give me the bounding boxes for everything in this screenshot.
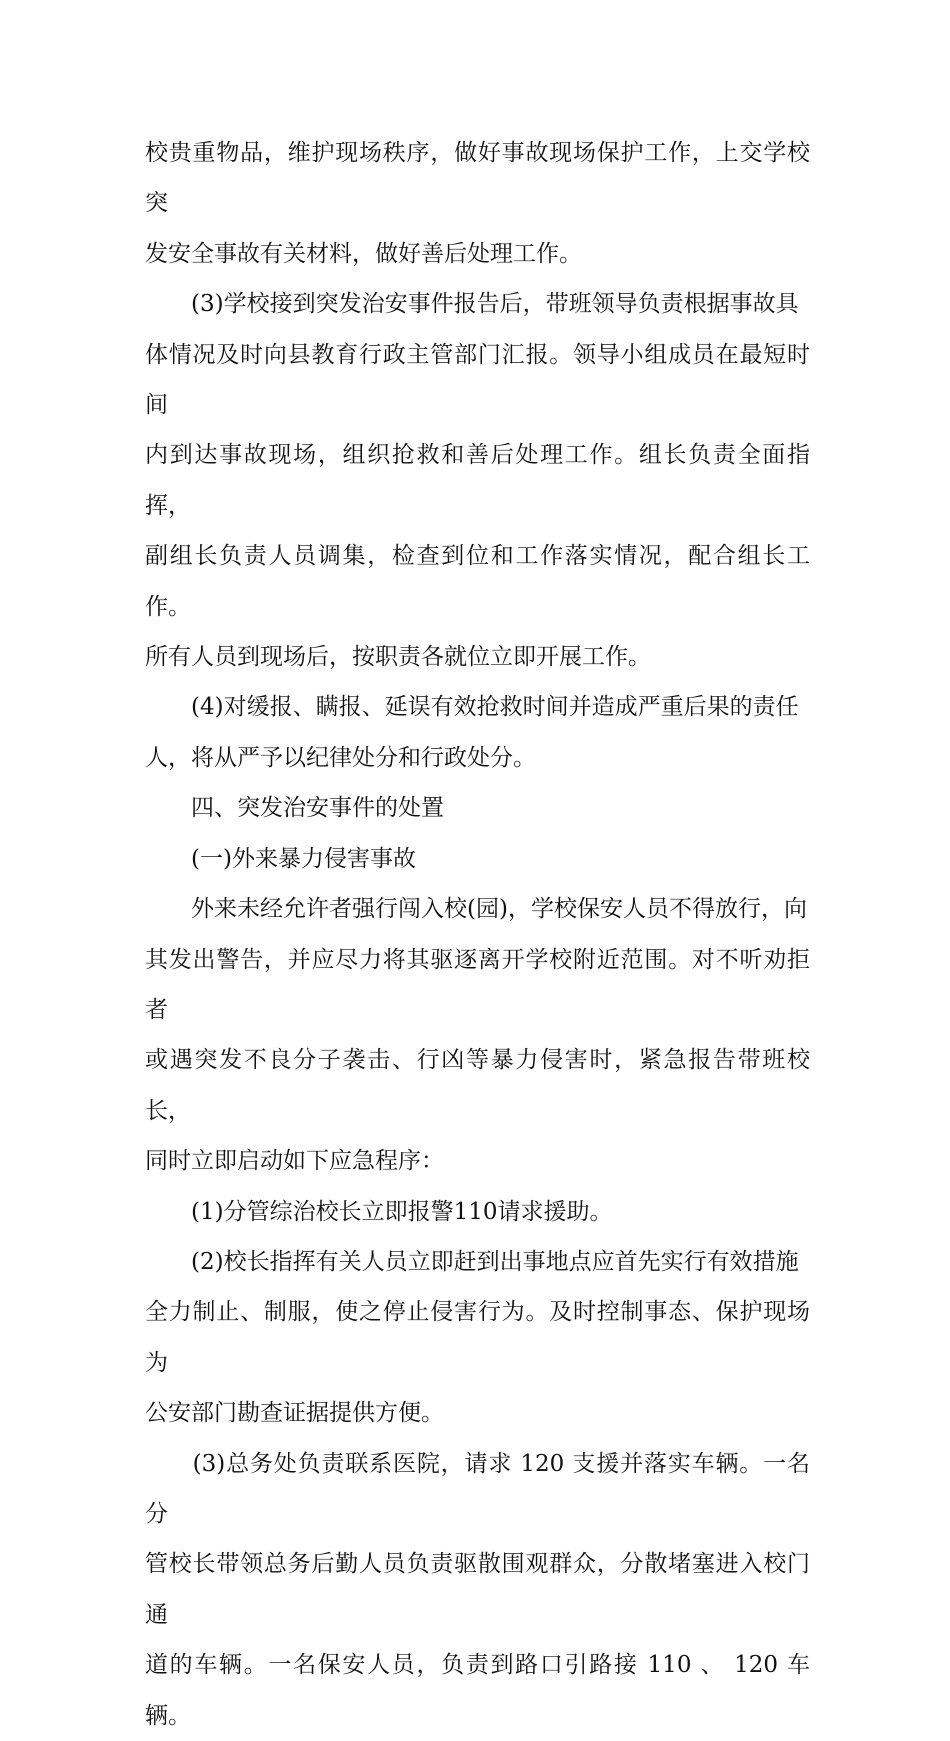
paragraph-step-2: (2)校长指挥有关人员立即赶到出事地点应首先实行有效措施 全力制止、制服，使之停止侵害行为。及时控制事态、保护现场为 公安部门勘查证据提供方便。: [145, 1248, 810, 1427]
paragraph-item-4-accountability: (4)对缓报、瞒报、延误有效抢救时间并造成严重后果的责任 人，将从严予以纪律处分和行政处分。: [145, 694, 799, 771]
paragraph-continuation: 校贵重物品，维护现场秩序，做好事故现场保护工作，上交学校突 发安全事故有关材料，做好善后处理工作。: [145, 140, 810, 267]
paragraph-item-3-report: (3)学校接到突发治安事件报告后，带班领导负责根据事故具 体情况及时向县教育行政主管部门汇报。领导小组成员在最短时间 内到达事故现场，组织抢救和善后处理工作。组长负责全面指挥， 副组长负责人员调集，检查到位和工作落实情况，配合组长工作。 所有人员到现场后，按职责各就位立即开展工作。: [145, 291, 810, 671]
section-heading-4: 四、突发治安事件的处置: [145, 795, 444, 822]
paragraph-intrusion: 外来未经允许者强行闯入校(园)，学校保安人员不得放行，向 其发出警告，并应尽力将其驱逐离开学校附近范围。对不听劝拒者 或遇突发不良分子袭击、行凶等暴力侵害时，紧急报告带班校长， 同时立即启动如下应急程序：: [145, 896, 810, 1175]
paragraph-step-3: (3)总务处负责联系医院，请求 120 支援并落实车辆。一名分 管校长带领总务后勤人员负责驱散围观群众，分散堵塞进入校门通 道的车辆。一名保安人员，负责到路口引路接 110 、 120 车辆。: [145, 1450, 810, 1729]
subsection-heading-1: (一)外来暴力侵害事故: [145, 845, 416, 872]
paragraph-step-1: (1)分管综治校长立即报警110请求援助。: [145, 1198, 613, 1225]
document-body: [145, 128, 810, 1741]
